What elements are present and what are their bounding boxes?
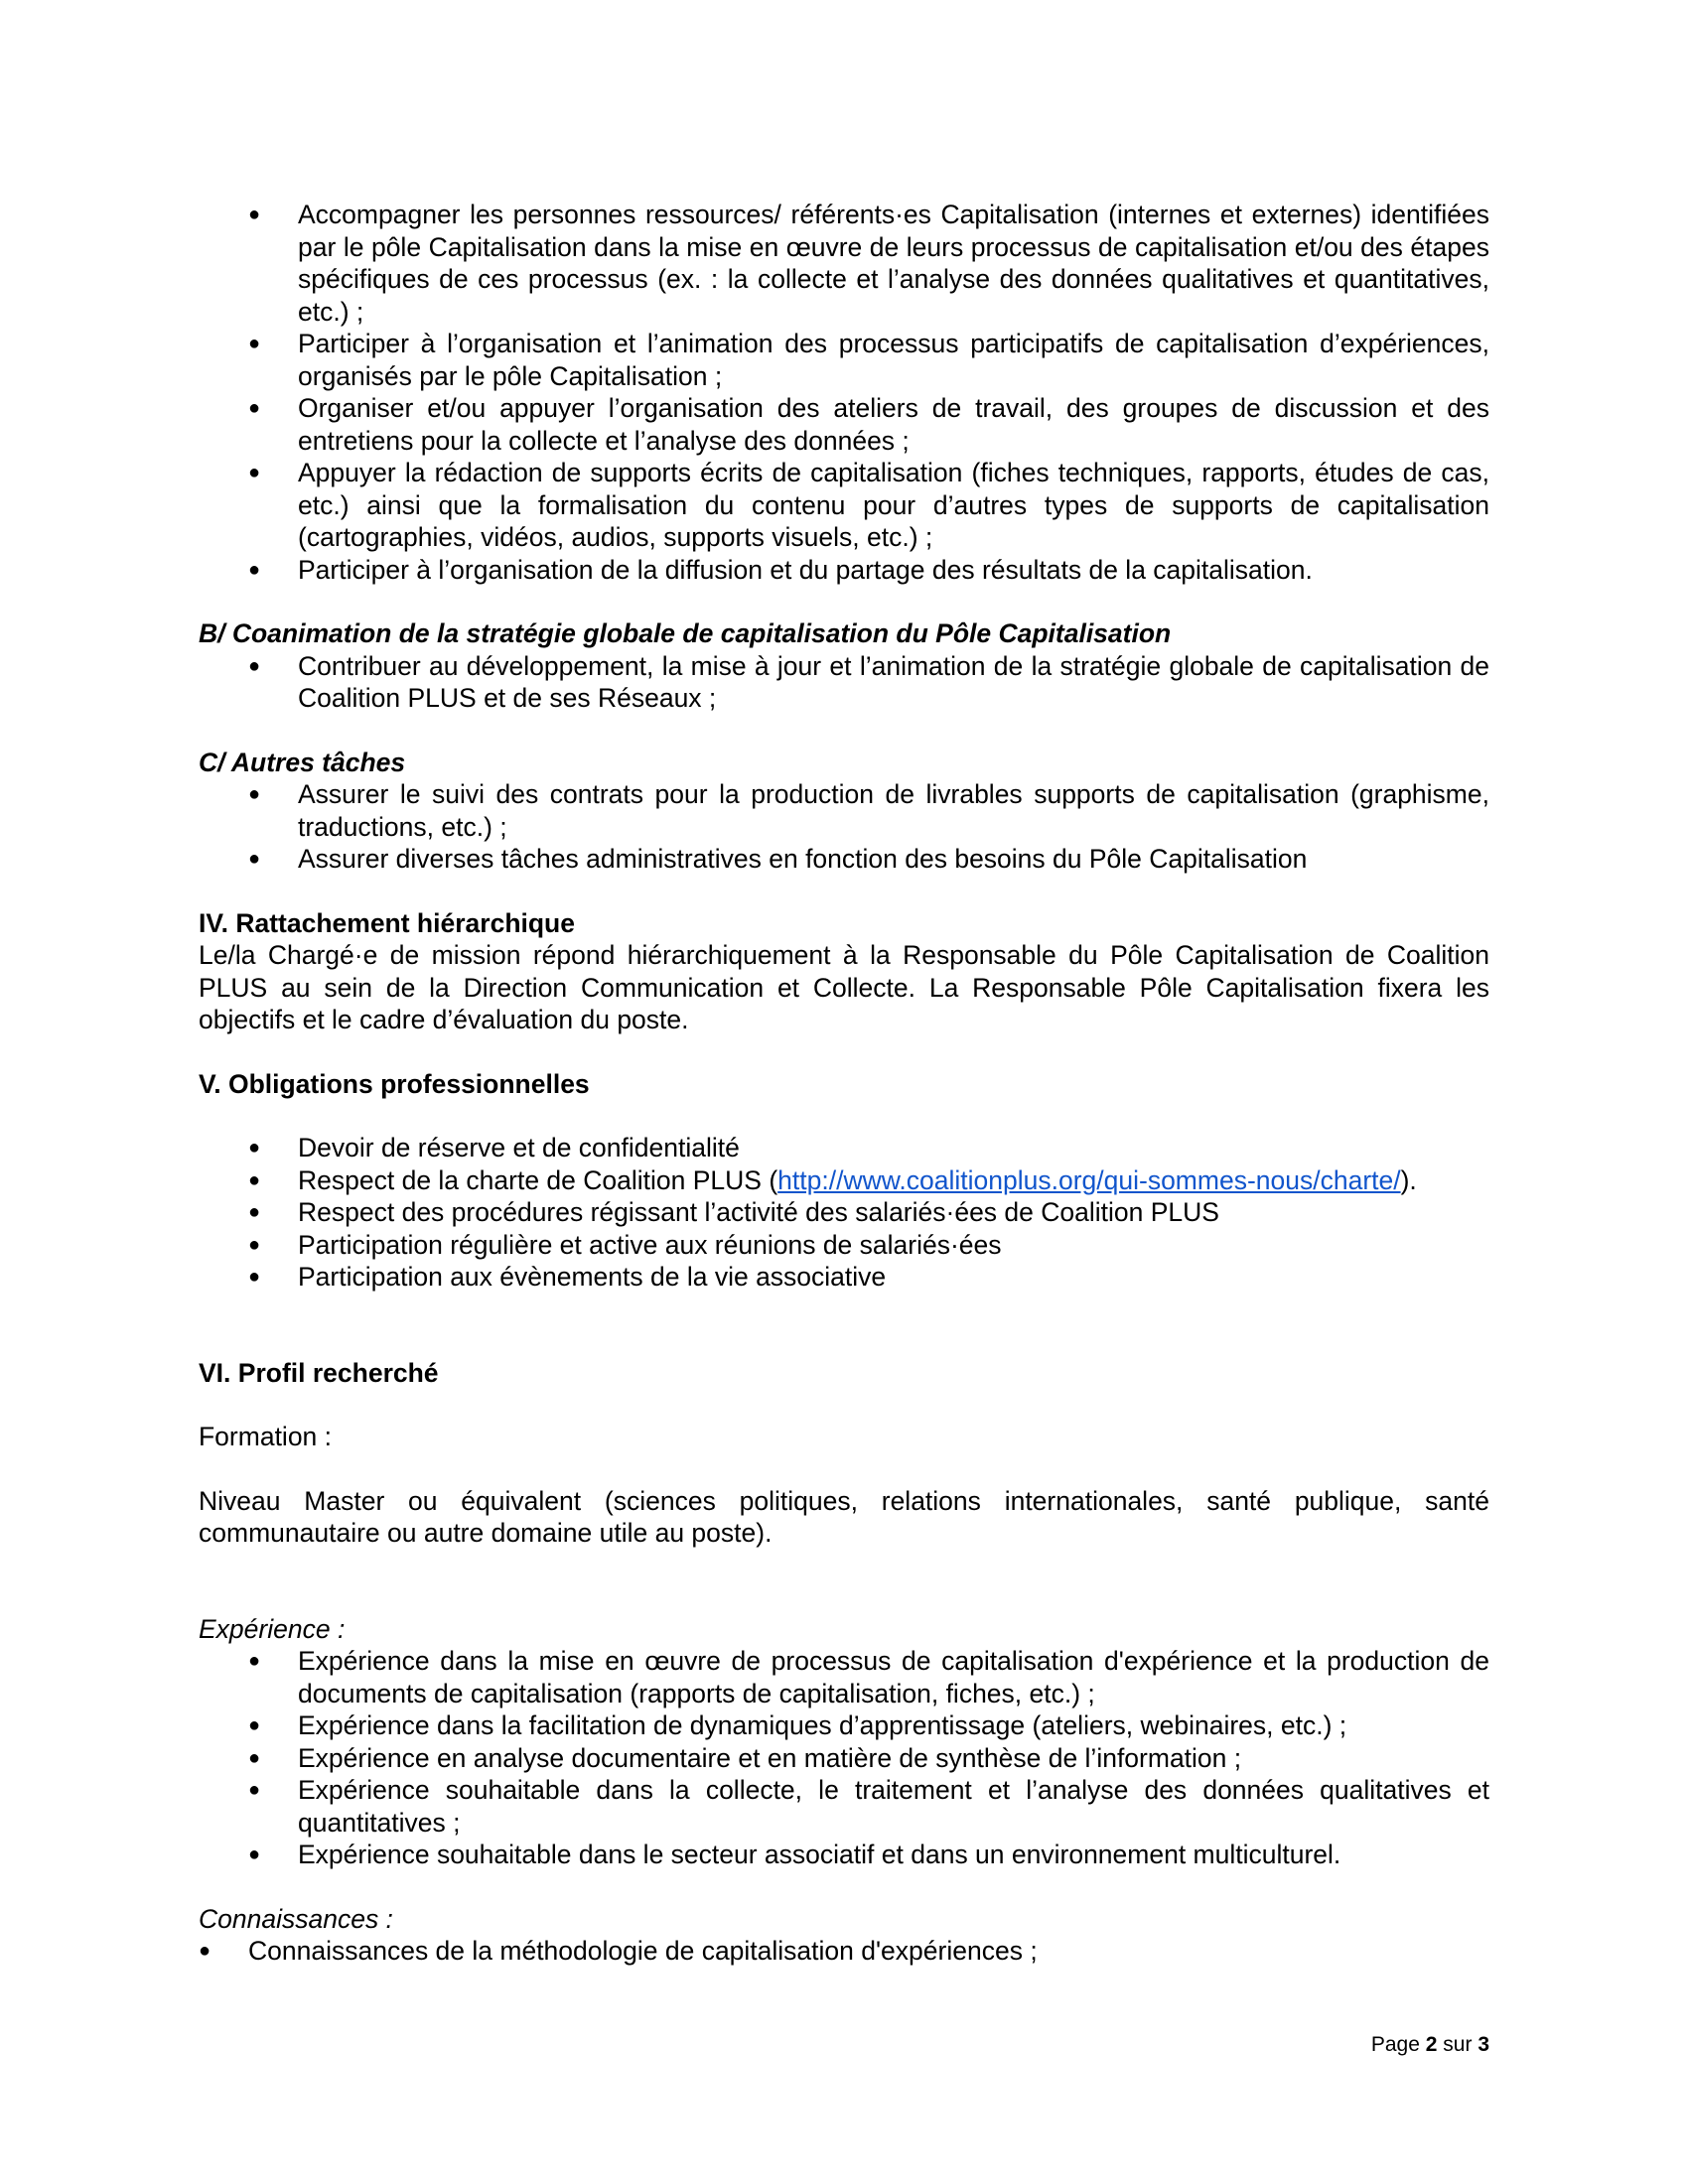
bullet-icon: ● bbox=[248, 1233, 261, 1256]
list-item: ● Participer à l’organisation et l’animation des processus participatifs de capitalisation d’expériences, organisés par le pôle Capitalisation ; bbox=[248, 329, 1489, 391]
section-v-title: V. Obligations professionnelles bbox=[199, 1068, 590, 1099]
list-item: ● Assurer diverses tâches administratives en fonction des besoins du Pôle Capitalisation bbox=[248, 844, 1308, 874]
list-item: ● Expérience souhaitable dans le secteur associatif et dans un environnement multiculturel. bbox=[248, 1840, 1341, 1869]
bullet-icon: ● bbox=[248, 848, 261, 870]
bullet-icon: ● bbox=[248, 1843, 261, 1865]
bullet-icon: ● bbox=[248, 1266, 261, 1288]
section-b-list bbox=[199, 650, 1489, 715]
list-item: ● Participation aux évènements de la vie associative bbox=[248, 1262, 887, 1292]
page-number: Page 2 sur 3 bbox=[1370, 2033, 1489, 2056]
section-c-list bbox=[199, 778, 1489, 876]
document-page bbox=[199, 199, 1489, 1968]
bullet-icon: ● bbox=[248, 1714, 261, 1736]
connaissances-label: Connaissances : bbox=[199, 1903, 393, 1934]
bullet-icon: ● bbox=[248, 654, 261, 677]
list-item: ● Expérience en analyse documentaire et en matière de synthèse de l’information ; bbox=[248, 1742, 1242, 1773]
formation-text: Niveau Master ou équivalent (sciences politiques, relations internationales, santé publique, santé communautaire ou autre domaine utile au poste). bbox=[199, 1485, 1489, 1548]
bullet-icon: ● bbox=[199, 1940, 211, 1962]
list-item: ● Participation régulière et active aux réunions de salariés·ées bbox=[248, 1229, 1002, 1260]
bullet-icon: ● bbox=[248, 1201, 261, 1223]
list-item: ● Respect de la charte de Coalition PLUS (http://www.coalitionplus.org/qui-sommes-nous/charte/). bbox=[248, 1164, 1417, 1195]
section-c-title: C/ Autres tâches bbox=[199, 747, 406, 777]
section-vi-title: VI. Profil recherché bbox=[199, 1357, 439, 1388]
experience-list bbox=[199, 1645, 1489, 1871]
list-item: ● Organiser et/ou appuyer l’organisation des ateliers de travail, des groupes de discussion et des entretiens pour la collecte et l’analyse des données ; bbox=[248, 393, 1489, 456]
bullet-icon: ● bbox=[248, 1779, 261, 1801]
list-item: ● Participer à l’organisation de la diffusion et du partage des résultats de la capitalisation. bbox=[248, 554, 1313, 585]
bullet-icon: ● bbox=[248, 1168, 261, 1191]
list-item: ● Expérience dans la mise en œuvre de processus de capitalisation d'expérience et la production de documents de capitalisation (rapports de capitalisation, fiches, etc.) ; bbox=[248, 1646, 1489, 1708]
bullet-icon: ● bbox=[248, 204, 261, 225]
section-iv-title: IV. Rattachement hiérarchique bbox=[199, 907, 575, 938]
connaissances-list bbox=[199, 1935, 1489, 1968]
list-item: ● Assurer le suivi des contrats pour la production de livrables supports de capitalisation (graphisme, traductions, etc.) ; bbox=[248, 779, 1489, 842]
section-a-list bbox=[199, 199, 1489, 586]
list-item: ● Devoir de réserve et de confidentialité bbox=[248, 1133, 740, 1162]
list-item: ● Appuyer la rédaction de supports écrits de capitalisation (fiches techniques, rapports, études de cas, etc.) ainsi que la formalisation du contenu pour d’autres types de supports de capitalisation (cartographies, vidéos, audios, supports visuels, etc.) ; bbox=[248, 458, 1489, 552]
bullet-icon: ● bbox=[248, 783, 261, 805]
bullet-icon: ● bbox=[248, 558, 261, 581]
section-v-list bbox=[199, 1132, 1489, 1294]
list-item: ● Accompagner les personnes ressources/ référents·es Capitalisation (internes et externes) identifiées par le pôle Capitalisation dans la mise en œuvre de leurs processus de capitalisation et/ou des étapes spécifiques de ces processus (ex. : la collecte et l’analyse des données qualitatives et quantitatives, etc.) ; bbox=[248, 200, 1489, 327]
charter-link[interactable]: http://www.coalitionplus.org/qui-sommes-nous/charte/ bbox=[777, 1164, 1401, 1195]
bullet-icon: ● bbox=[248, 1650, 261, 1672]
bullet-icon: ● bbox=[248, 397, 261, 419]
bullet-icon: ● bbox=[248, 333, 261, 354]
list-item: ● Expérience souhaitable dans la collecte, le traitement et l’analyse des données qualitatives et quantitatives ; bbox=[248, 1775, 1489, 1838]
list-item: ● Respect des procédures régissant l’activité des salariés·ées de Coalition PLUS bbox=[248, 1197, 1219, 1227]
bullet-icon: ● bbox=[248, 1746, 261, 1769]
experience-label: Expérience : bbox=[199, 1613, 346, 1644]
list-item: ● Expérience dans la facilitation de dynamiques d’apprentissage (ateliers, webinaires, etc.) ; bbox=[248, 1710, 1347, 1740]
formation-label: Formation : bbox=[199, 1422, 333, 1451]
bullet-icon: ● bbox=[248, 462, 261, 483]
list-item: ● Connaissances de la méthodologie de capitalisation d'expériences ; bbox=[199, 1936, 1038, 1966]
bullet-icon: ● bbox=[248, 1137, 261, 1159]
section-iv-text: Le/la Chargé·e de mission répond hiérarchiquement à la Responsable du Pôle Capitalisation de Coalition PLUS au sein de la Direction Communication et Collecte. La Responsable Pôle Capitalisation fixera les objectifs et le cadre d’évaluation du poste. bbox=[199, 940, 1489, 1034]
section-b-title: B/ Coanimation de la stratégie globale de capitalisation du Pôle Capitalisation bbox=[199, 618, 1172, 648]
list-item: ● Contribuer au développement, la mise à jour et l’animation de la stratégie globale de capitalisation de Coalition PLUS et de ses Réseaux ; bbox=[248, 650, 1489, 713]
